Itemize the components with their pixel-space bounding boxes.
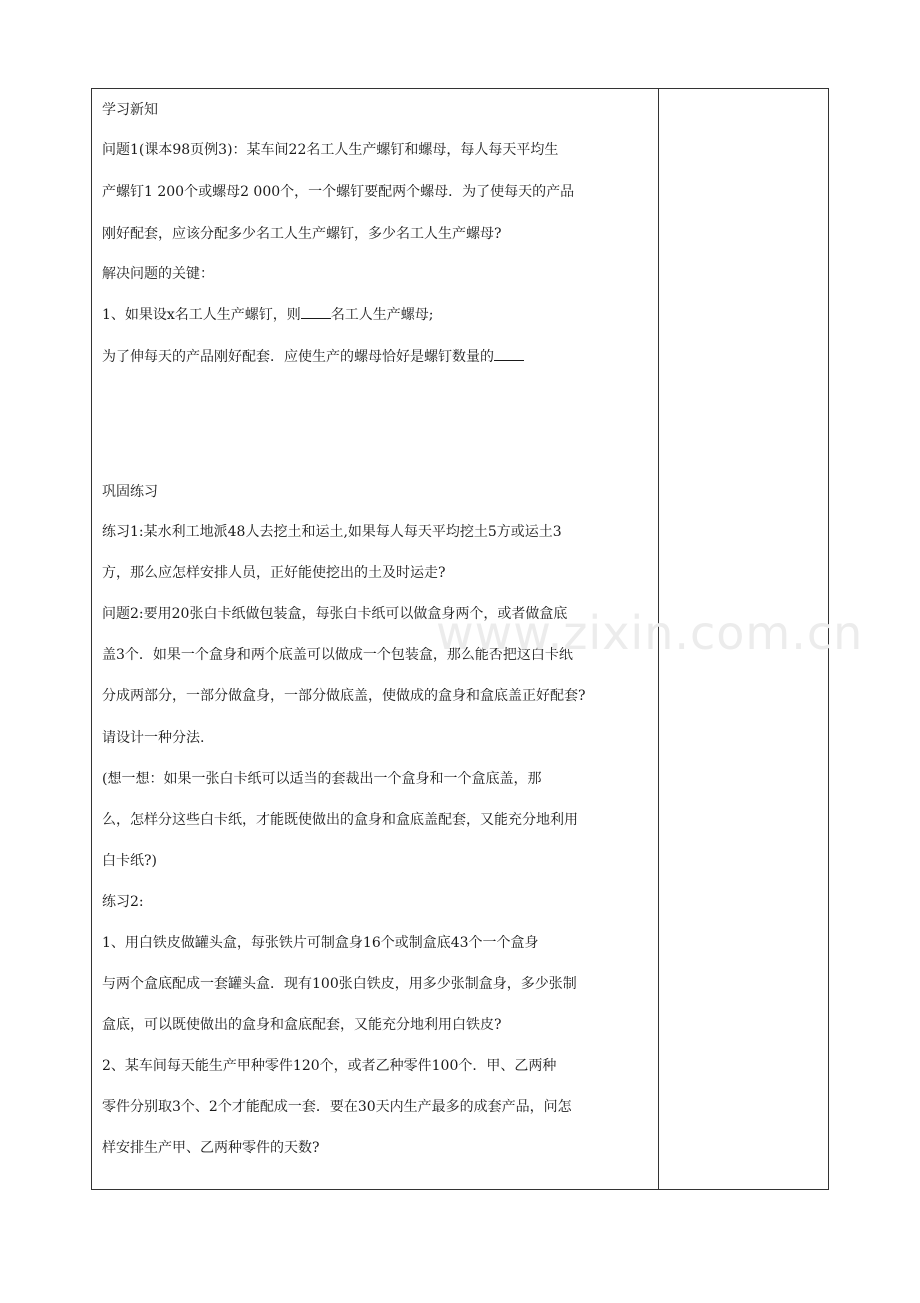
key-line-1-tail: 名工人生产螺母; xyxy=(330,307,434,323)
key-line-1-text: 1、如果设x名工人生产螺钉，则 xyxy=(102,307,301,323)
worksheet-table xyxy=(91,88,829,1190)
section-heading-new-knowledge: 学习新知 xyxy=(102,102,158,118)
content-column xyxy=(92,89,659,1189)
exercise2-item1-line: 盒底，可以既使做出的盒身和盒底配套，又能充分地利用白铁皮? xyxy=(102,1017,502,1033)
exercise2-heading: 练习2: xyxy=(102,894,144,910)
key-line-1 xyxy=(102,304,434,325)
exercise2-item2-line: 零件分别取3个、2个才能配成一套．要在30天内生产最多的成套产品，问怎 xyxy=(102,1099,572,1115)
problem2-line: 问题2:要用20张白卡纸做包装盒，每张白卡纸可以做盒身两个，或者做盒底 xyxy=(102,606,568,622)
answer-blank xyxy=(301,304,331,319)
problem2-line: 请设计一种分法. xyxy=(102,730,205,746)
key-heading: 解决问题的关键： xyxy=(102,266,214,282)
exercise1-line: 方，那么应怎样安排人员，正好能使挖出的土及时运走? xyxy=(102,565,446,581)
key-line-2-text: 为了伸每天的产品刚好配套．应使生产的螺母恰好是螺钉数量的 xyxy=(102,349,494,365)
exercise2-item2-line: 2、某车间每天能生产甲种零件120个，或者乙种零件100个．甲、乙两种 xyxy=(102,1058,557,1074)
think-line: 么，怎样分这些白卡纸，才能既使做出的盒身和盒底盖配套，又能充分地利用 xyxy=(102,812,578,828)
exercise2-item1-line: 与两个盒底配成一套罐头盒．现有100张白铁皮，用多少张制盒身，多少张制 xyxy=(102,976,577,992)
answer-blank xyxy=(494,346,524,361)
key-line-2 xyxy=(102,346,524,367)
problem1-line: 产螺钉1 200个或螺母2 000个，一个螺钉要配两个螺母．为了使每天的产品 xyxy=(102,184,575,200)
exercise2-item2-line: 样安排生产甲、乙两种零件的天数? xyxy=(102,1140,320,1156)
problem2-line: 分成两部分，一部分做盒身，一部分做底盖，使做成的盒身和盒底盖正好配套? xyxy=(102,688,586,704)
problem1-line: 问题1(课本98页例3)：某车间22名工人生产螺钉和螺母，每人每天平均生 xyxy=(102,142,559,158)
section-heading-practice: 巩固练习 xyxy=(102,484,158,500)
think-line: (想一想：如果一张白卡纸可以适当的套裁出一个盒身和一个盒底盖，那 xyxy=(102,771,542,787)
think-line: 白卡纸?) xyxy=(102,853,157,869)
exercise2-item1-line: 1、用白铁皮做罐头盒，每张铁片可制盒身16个或制盒底43个一个盒身 xyxy=(102,935,539,951)
problem1-line: 刚好配套，应该分配多少名工人生产螺钉，多少名工人生产螺母? xyxy=(102,226,502,242)
problem2-line: 盖3个．如果一个盒身和两个底盖可以做成一个包装盒，那么能否把这白卡纸 xyxy=(102,647,573,663)
exercise1-line: 练习1:某水利工地派48人去挖土和运土,如果每人每天平均挖土5方或运土3 xyxy=(102,524,562,540)
notes-column xyxy=(659,89,828,1189)
watermark: www.zixin.com.cn xyxy=(436,606,864,660)
